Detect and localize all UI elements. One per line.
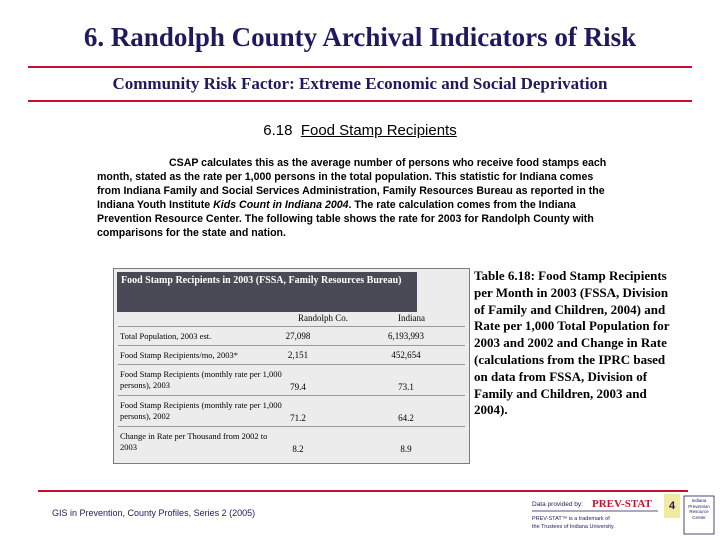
row-value-indiana: 6,193,993 [388, 331, 424, 341]
table-divider [118, 364, 465, 365]
logo-brand: PREV-STAT [592, 498, 652, 510]
page-title: 6. Randolph County Archival Indicators of Risk [83, 22, 637, 52]
paragraph-text-1: CSAP calculates this as the average number of persons who receive food stamps each month, stated as the rate per 1,000 persons in the total population. This statistic for Indiana comes from Indiana Family and Social Services Administration, Family Resources Bureau as reported in the Indiana Youth Institute [97, 157, 607, 212]
row-label: Change in Rate per Thousand from 2002 to 2003 [120, 431, 268, 452]
footer-citation: GIS in Prevention, County Profiles, Series 2 (2005) [52, 508, 256, 518]
section-number: 6.18 [263, 122, 293, 139]
logo-line-2: PREV-STAT™ is a trademark of [532, 516, 610, 522]
description-paragraph [97, 156, 617, 241]
row-value-randolph: 27,098 [285, 331, 311, 341]
title-divider [28, 66, 692, 68]
row-value-indiana: 8.9 [400, 444, 412, 454]
table-divider [118, 426, 465, 427]
column-header-indiana: Indiana [398, 313, 425, 323]
logo-line-3: the Trustees of Indiana University. [532, 524, 615, 530]
row-label: Food Stamp Recipients (monthly rate per 1,000 persons), 2002 [120, 400, 282, 421]
row-value-randolph: 8.2 [292, 444, 304, 454]
section-title: Food Stamp Recipients [300, 122, 457, 139]
row-value-indiana: 452,654 [391, 350, 421, 360]
row-value-randolph: 79.4 [290, 382, 306, 392]
row-value-indiana: 73.1 [398, 382, 414, 392]
column-header-randolph: Randolph Co. [298, 313, 349, 323]
paragraph-text-2: . The rate calculation comes from the Indiana Prevention Resource Center. The following table shows the rate for 2003 for Randolph County with comparisons for the state and nation. [97, 199, 594, 240]
paragraph-italic: Kids Count in Indiana 2004 [213, 199, 349, 212]
page-subtitle: Community Risk Factor: Extreme Economic and Social Deprivation [112, 74, 608, 93]
table-title: Food Stamp Recipients in 2003 (FSSA, Family Resources Bureau) [117, 272, 417, 312]
row-value-indiana: 64.2 [398, 413, 414, 423]
row-label: Total Population, 2003 est. [120, 331, 212, 341]
table-divider [118, 395, 465, 396]
row-value-randolph: 2,151 [287, 350, 309, 360]
footer-divider [38, 490, 688, 492]
row-label: Food Stamp Recipients (monthly rate per 1,000 persons), 2003 [120, 369, 282, 390]
table-divider [118, 326, 465, 327]
page-number: 4 [664, 494, 680, 518]
subtitle-divider [28, 100, 692, 102]
table-caption: Table 6.18: Food Stamp Recipients per Month in 2003 (FSSA, Division of Family and Children, 2004) and Rate per 1,000 Total Population for 2003 and 2002 and Change in Rate (calculations from the IPRC based on data from FSSA, Division of Family and Children, 2003 and 2004). [474, 268, 670, 418]
row-label: Food Stamp Recipients/mo, 2003* [120, 350, 239, 360]
table-divider [118, 345, 465, 346]
logo-org: Indiana Prevention Resource Center [688, 498, 710, 520]
logo-graphic [528, 494, 718, 536]
prev-stat-logo [528, 494, 718, 536]
data-table [113, 268, 470, 464]
logo-line-1: Data provided by: [532, 501, 583, 508]
section-heading [0, 122, 720, 139]
row-value-randolph: 71.2 [290, 413, 306, 423]
